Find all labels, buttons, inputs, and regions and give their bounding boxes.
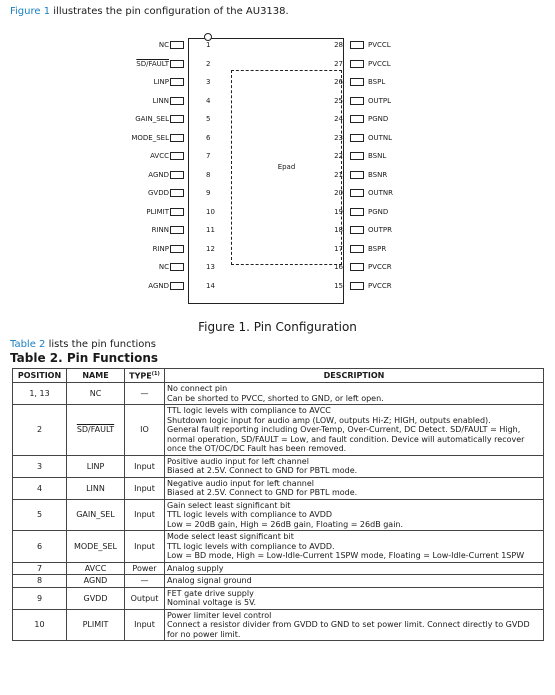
cell-name: LINN [67,477,125,499]
pin-lead [350,97,364,105]
cell-name: MODE_SEL [67,531,125,563]
pin-name: RINP [152,244,169,253]
table-row [13,477,544,499]
description-line: Biased at 2.5V. Connect to GND for PBTL mode. [167,466,358,475]
cell-type: Input [125,499,165,531]
pin-lead [350,152,364,160]
pin-name: PGND [368,115,389,123]
pin-number: 12 [206,244,215,253]
description-line: Analog signal ground [167,576,252,585]
pin-number: 26 [334,78,343,86]
pin-number: 15 [334,281,343,290]
description-line: Connect a resistor divider from GVDD to GND to set power limit. Connect directly to GVDD for no power limit. [167,620,530,639]
pin-number: 17 [334,244,343,253]
cell-type: Input [125,455,165,477]
pin-lead [170,282,184,290]
pin-name: OUTNR [368,189,394,197]
pin-number: 28 [334,41,343,49]
table-header-row [13,369,544,383]
pin-name: PGND [368,207,389,216]
pin-number: 4 [206,96,211,105]
header-name: NAME [67,369,125,383]
cell-description [165,562,544,575]
description-line: Gain select least significant bit [167,500,291,510]
cell-position: 8 [13,575,67,588]
cell-position: 10 [13,609,67,641]
header-type-text: TYPE [129,371,152,381]
cell-position: 6 [13,531,67,563]
pin-name: AGND [148,281,169,290]
cell-position: 5 [13,499,67,531]
pin-number: 11 [206,226,215,234]
pin-name: BSPL [368,78,386,86]
table-link[interactable]: Table 2 [10,339,46,350]
pin-name: NC [158,41,169,49]
pin-number: 20 [334,189,343,197]
pin-number: 3 [206,78,211,86]
figure-intro [10,6,289,17]
header-type-footnote: (1) [151,370,160,377]
pin-number: 22 [334,152,343,160]
cell-type: Input [125,531,165,563]
description-line: Mode select least significant bit [167,532,294,541]
pin1-marker [204,33,212,41]
pin-name: MODE_SEL [131,133,169,142]
pin-lead [170,245,184,253]
table-row [13,609,544,641]
description-line: FET gate drive supply [167,588,254,598]
pin-lead [170,60,184,68]
pin-name: AGND [148,170,169,179]
pin-number: 5 [206,115,211,123]
pin-lead [170,78,184,86]
pin-lead [350,171,364,179]
pin-number: 25 [334,96,343,105]
pin-name: LINN [152,96,169,105]
cell-description [165,609,544,641]
pin-name: PVCCR [368,281,392,290]
cell-position: 9 [13,587,67,609]
pin-name: OUTPR [368,226,392,234]
pin-name: BSNR [368,170,388,179]
cell-type: Power [125,562,165,575]
pin-functions-table [12,368,544,641]
cell-description [165,531,544,563]
table-row [13,499,544,531]
pin-name: GAIN_SEL [135,115,169,123]
pin-name: RINN [151,226,169,234]
cell-type: IO [125,405,165,456]
description-line: Low = 20dB gain, High = 26dB gain, Floating = 26dB gain. [167,519,404,529]
pin-name: NC [158,263,169,271]
cell-type: Output [125,587,165,609]
pin-lead [350,189,364,197]
pin-lead [170,134,184,142]
header-position: POSITION [13,369,67,383]
pin-name: BSNL [368,152,387,160]
pin-number: 27 [334,59,343,68]
header-description: DESCRIPTION [165,369,544,383]
pin-number: 8 [206,170,211,179]
pin-number: 18 [334,226,343,234]
table-row [13,562,544,575]
cell-description [165,587,544,609]
pin-lead [170,189,184,197]
cell-description [165,405,544,456]
description-line: Positive audio input for left channel [167,456,309,466]
table-title: Table 2. Pin Functions [10,351,159,365]
pin-lead [170,97,184,105]
cell-name: LINP [67,455,125,477]
pin-lead [170,208,184,216]
pin-lead [350,263,364,271]
table-row [13,405,544,456]
pin-name: OUTPL [368,96,392,105]
cell-name: NC [67,383,125,405]
description-line: TTL logic levels with compliance to AVDD [167,510,333,519]
pin-number: 16 [334,263,343,271]
cell-description [165,455,544,477]
pin-name: BSPR [368,244,387,253]
pin-number: 7 [206,152,211,160]
pin-number: 23 [334,133,343,142]
cell-name: PLIMIT [67,609,125,641]
pin-name: PVCCL [368,41,391,49]
pin-lead [350,41,364,49]
pin-lead [350,134,364,142]
description-line: Negative audio input for left channel [167,478,314,488]
cell-type: Input [125,609,165,641]
description-line: TTL logic levels with compliance to AVDD. [167,541,335,551]
cell-type: — [125,575,165,588]
description-line: Analog supply [167,563,224,573]
table-row [13,455,544,477]
pin-lead [170,226,184,234]
description-line: Nominal voltage is 5V. [167,598,257,607]
cell-name: GAIN_SEL [67,499,125,531]
pin-name: LINP [153,78,169,86]
pin-lead [170,152,184,160]
description-line: Power limiter level control [167,610,272,620]
cell-description [165,499,544,531]
pin-number: 9 [206,189,211,197]
pin-number: 21 [334,170,343,179]
pin-name: GVDD [148,189,169,197]
cell-name: SD/FAULT [67,405,125,456]
pin-lead [170,263,184,271]
description-line: TTL logic levels with compliance to AVCC [167,406,331,415]
table-row [13,587,544,609]
cell-position: 2 [13,405,67,456]
cell-position: 4 [13,477,67,499]
pin-number: 14 [206,281,215,290]
pin-number: 13 [206,263,215,271]
pin-lead [350,226,364,234]
pin-name: PVCCL [368,59,391,68]
header-type [125,369,165,383]
pin-number: 6 [206,133,211,142]
cell-type: — [125,383,165,405]
cell-name: GVDD [67,587,125,609]
cell-position: 7 [13,562,67,575]
pin-lead [170,171,184,179]
pin-name: OUTNL [368,133,393,142]
description-line: General fault reporting including Over-Temp, Over-Current, DC Detect. SD/FAULT = High, normal operation, SD/FAULT = Low, and fault condition. Device will automatically recover once the OT/OC/DC Fault has been removed. [167,425,525,453]
cell-position: 3 [13,455,67,477]
pin-name: SD/FAULT [136,59,169,68]
pin-lead [350,208,364,216]
pin-lead [350,245,364,253]
pin-name: AVCC [150,152,169,160]
pin-number: 24 [334,115,343,123]
cell-description [165,477,544,499]
pin-lead [170,41,184,49]
pin-name: PVCCR [368,263,392,271]
epad-label: Epad [277,163,296,171]
pin-number: 19 [334,207,343,216]
description-line: Can be shorted to PVCC, shorted to GND, or left open. [167,393,384,403]
pin-number: 2 [206,59,211,68]
cell-position: 1, 13 [13,383,67,405]
pin-number: 10 [206,207,215,216]
pin-name: PLIMIT [146,207,169,216]
pin-lead [170,115,184,123]
description-line: No connect pin [167,384,228,393]
description-line: Biased at 2.5V. Connect to GND for PBTL mode. [167,488,358,497]
table-row [13,383,544,405]
pin-lead [350,282,364,290]
pin-lead [350,115,364,123]
cell-description [165,575,544,588]
pin-number: 1 [206,41,211,49]
table-intro-text: lists the pin functions [45,339,156,350]
pin-lead [350,60,364,68]
table-row [13,531,544,563]
table-intro [10,339,156,350]
cell-type: Input [125,477,165,499]
description-line: Low = BD mode, High = Low-Idle-Current 1SPW mode, Floating = Low-Idle-Current 1SPW [167,551,525,560]
pin-lead [350,78,364,86]
cell-description [165,383,544,405]
cell-name: AGND [67,575,125,588]
cell-name: AVCC [67,562,125,575]
table-row [13,575,544,588]
figure-intro-text: illustrates the pin configuration of the AU3138. [50,6,289,17]
figure-caption: Figure 1. Pin Configuration [198,320,357,334]
description-line: Shutdown logic input for audio amp (LOW, outputs Hi-Z; HIGH, outputs enabled). [167,415,491,425]
figure-link[interactable]: Figure 1 [10,6,51,17]
